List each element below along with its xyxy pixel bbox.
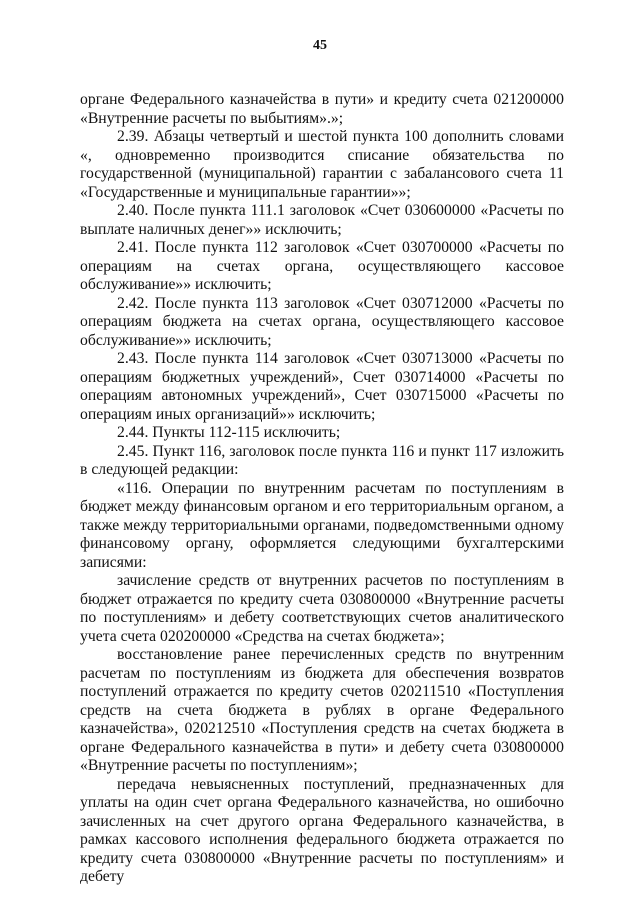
paragraph-2-45: 2.45. Пункт 116, заголовок после пункта 116 и пункт 117 изложить в следующей редакции:: [80, 442, 564, 478]
document-body: [80, 91, 564, 887]
paragraph-entry-crediting: зачисление средств от внутренних расчетов по поступлениям в бюджет отражается по кредиту счета 030800000 «Внутренние расчеты по поступлениям» и дебету соответствующих счетов аналитического учета счета 020200000 «Средства на счетах бюджета»;: [80, 572, 564, 645]
paragraph-2-40: 2.40. После пункта 111.1 заголовок «Счет 030600000 «Расчеты по выплате наличных денег»» исключить;: [80, 202, 564, 238]
paragraph-entry-restoration: восстановление ранее перечисленных средств по внутренним расчетам по поступлениям из бюджета для обеспечения возвратов поступлений отражается по кредиту счетов 020211510 «Поступления средств на счета бюджета в рублях в органе Федерального казначейства», 020212510 «Поступления средств на счетах бюджета в органе Федерального казначейства в пути» и дебету счета 030800000 «Внутренние расчеты по поступлениям»;: [80, 646, 564, 774]
paragraph-2-41: 2.41. После пункта 112 заголовок «Счет 030700000 «Расчеты по операциям на счетах органа, осуществляющего кассовое обслуживание»» исключить;: [80, 239, 564, 293]
paragraph-2-43: 2.43. После пункта 114 заголовок «Счет 030713000 «Расчеты по операциям бюджетных учреждений», Счет 030714000 «Расчеты по операциям автономных учреждений», Счет 030715000 «Расчеты по операциям иных организаций»» исключить;: [80, 350, 564, 423]
paragraph-continuation: органе Федерального казначейства в пути» и кредиту счета 021200000 «Внутренние расчеты по выбытиям».»;: [80, 91, 564, 127]
paragraph-entry-transfer: передача невыясненных поступлений, предназначенных для уплаты на один счет органа Федерального казначейства, но ошибочно зачисленных на счет другого органа Федерального казначейства, в рамках кассового исполнения федерального бюджета отражается по кредиту счета 030800000 «Внутренние расчеты по поступлениям» и дебету: [80, 775, 564, 885]
page-number: 45: [313, 38, 327, 53]
paragraph-2-39: 2.39. Абзацы четвертый и шестой пункта 100 дополнить словами «, одновременно производится списание обязательства по государственной (муниципальной) гарантии с забалансового счета 11 «Государственные и муниципальные гарантии»»;: [80, 128, 564, 201]
paragraph-116: «116. Операции по внутренним расчетам по поступлениям в бюджет между финансовым органом и его территориальным органом, а также между территориальными органами, подведомственными одному финансовому органу, оформляется следующими бухгалтерскими записями:: [80, 479, 564, 571]
paragraph-2-42: 2.42. После пункта 113 заголовок «Счет 030712000 «Расчеты по операциям бюджета на счетах органа, осуществляющего кассовое обслуживание»» исключить;: [80, 294, 564, 349]
paragraph-2-44: 2.44. Пункты 112-115 исключить;: [117, 424, 341, 441]
